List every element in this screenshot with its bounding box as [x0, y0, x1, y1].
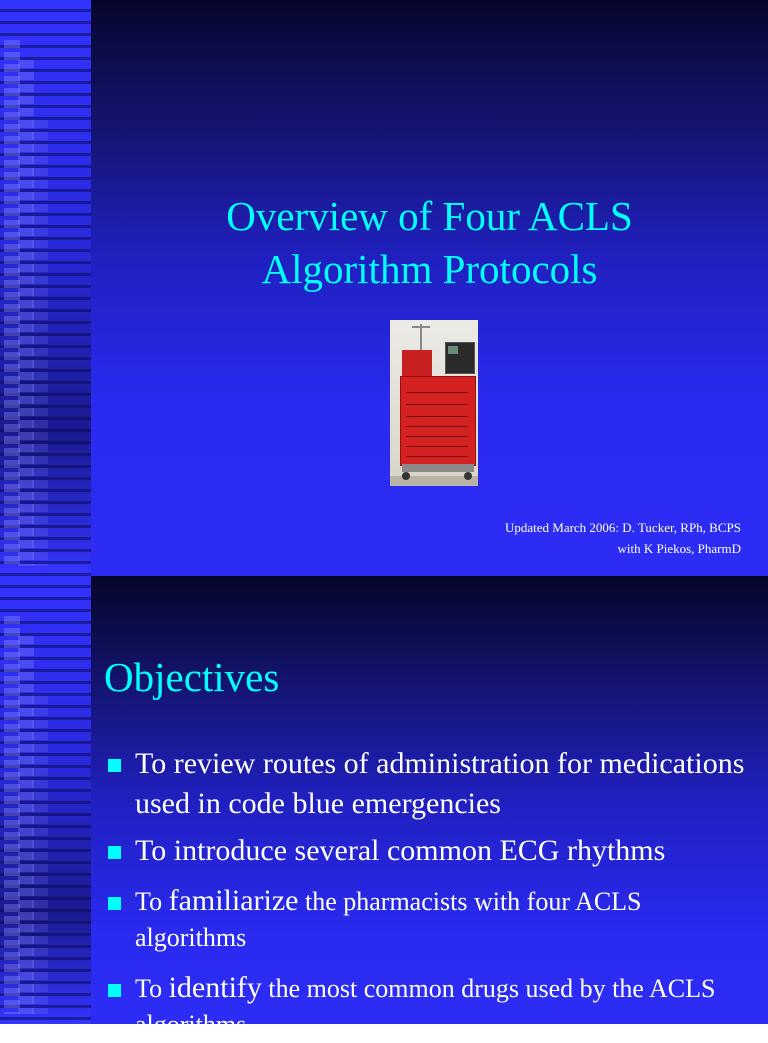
square-pattern — [32, 696, 48, 1014]
bullet-text-lead: To — [135, 974, 169, 1003]
author-credit — [505, 517, 741, 559]
bullet-emphasis: identify — [168, 971, 262, 1004]
left-decorative-strip — [0, 576, 91, 1024]
bullet-square-icon — [108, 846, 121, 859]
credit-line-2: with K Piekos, PharmD — [617, 541, 741, 556]
bullet-text: To introduce several common ECG rhythms — [135, 834, 666, 867]
list-item — [104, 970, 748, 1043]
list-item — [104, 883, 748, 956]
bullet-square-icon — [108, 897, 121, 910]
slide-title-heading — [91, 190, 768, 296]
objectives-heading: Objectives — [104, 654, 280, 700]
crash-cart-photo — [390, 320, 478, 486]
left-decorative-strip — [0, 0, 91, 576]
bullet-text-rest: the most common drugs used by the ACLS algorithms — [135, 974, 716, 1039]
bullet-square-icon — [108, 984, 121, 997]
square-pattern — [32, 120, 48, 566]
bullet-text-lead: To — [135, 887, 169, 916]
bullet-square-icon — [108, 759, 121, 772]
bullet-text-rest: the pharmacists with four ACLS algorithms — [135, 887, 642, 952]
list-item — [104, 831, 748, 871]
title-line-1: Overview of Four ACLS — [226, 193, 633, 239]
objectives-list — [104, 744, 748, 1043]
bullet-emphasis: familiarize — [168, 884, 299, 917]
bullet-text: To review routes of administration for medications used in code blue emergencies — [135, 747, 745, 820]
title-line-2: Algorithm Protocols — [261, 246, 598, 292]
list-item — [104, 744, 748, 824]
credit-line-1: Updated March 2006: D. Tucker, RPh, BCPS — [504, 520, 741, 535]
